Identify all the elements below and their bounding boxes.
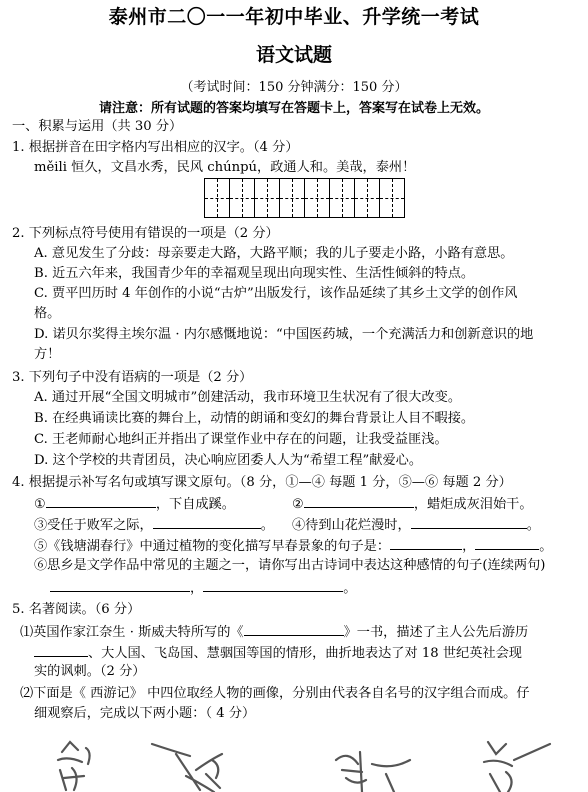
answer-blank[interactable] — [50, 577, 190, 592]
notice: 请注意：所有试题的答案均填写在答题卡上，答案写在试卷上无效。 — [98, 101, 489, 116]
q4-item-6-answer — [50, 577, 356, 599]
q1-stem: 1. 根据拼音在田字格内写出相应的汉字。（4 分） — [12, 140, 299, 155]
q5-part-2-b: 细观察后，完成以下两小题：（ 4 分） — [34, 706, 256, 721]
figure-4 — [484, 742, 550, 792]
paper-title: 泰州市二〇一一年初中毕业、升学统一考试 — [108, 6, 480, 28]
q2-stem: 2. 下列标点符号使用有错误的一项是（2 分） — [12, 226, 279, 241]
figure-2 — [152, 744, 222, 792]
q4-item-4 — [292, 514, 540, 536]
q2-option-c: C. 贾平凹历时 4 年创作的小说“古炉”出版发行，该作品延续了其乡土文学的创作风 — [34, 286, 518, 301]
q2-option-a: A. 意见发生了分歧：母亲要走大路，大路平顺；我的儿子要走小路，小路有意思。 — [34, 246, 514, 261]
q4-item-5-post: 。 — [539, 539, 553, 554]
q4-item-5-mid: ， — [462, 539, 476, 554]
q4-item-1-post: ，下自成蹊。 — [155, 497, 235, 512]
q3-stem: 3. 下列句子中没有语病的一项是（2 分） — [12, 370, 253, 385]
q4-item-3 — [34, 514, 274, 536]
q5-part-1-a: ⑴英国作家江奈生 · 斯威夫特所写的《 — [20, 625, 244, 640]
q1-text: měili 恒久，文昌水秀，民风 chúnpú，政通人和。美哉，泰州！ — [34, 160, 416, 175]
q3-option-a: A. 通过开展“全国文明城市”创建活动，我市环境卫生状况有了很大改变。 — [34, 390, 462, 405]
q4-item-2-pre: ② — [292, 497, 304, 512]
q5-part-1-line-1 — [20, 621, 528, 643]
q5-part-2-a: ⑵下面是《 西游记》 中四位取经人物的画像，分别由代表各自名号的汉字组合而成。仔 — [20, 686, 530, 701]
q4-item-3-pre: ③受任于败军之际， — [34, 518, 153, 533]
character-figures — [0, 730, 588, 792]
q4-item-6-post: 。 — [343, 581, 357, 596]
grid-cell[interactable] — [304, 178, 330, 218]
subject-title: 语文试题 — [255, 44, 332, 66]
answer-blank[interactable] — [46, 493, 156, 508]
grid-cell[interactable] — [279, 178, 305, 218]
answer-blank[interactable] — [304, 493, 414, 508]
q4-item-1-pre: ① — [34, 497, 46, 512]
q4-item-6-mid: ， — [190, 581, 204, 596]
q4-item-2-post: ，蜡炬成灰泪始干。 — [413, 497, 533, 512]
q5-part-1-c: 、大人国、飞岛国、慧骃国等国的情形，曲折地表达了对 18 世纪英社会现 — [88, 646, 522, 661]
q4-item-5 — [34, 535, 552, 557]
figure-1 — [58, 742, 90, 790]
q3-option-c: C. 王老师耐心地纠正并指出了课堂作业中存在的问题，让我受益匪浅。 — [34, 432, 448, 447]
q4-item-2 — [292, 493, 533, 515]
answer-blank[interactable] — [411, 514, 527, 529]
answer-blank[interactable] — [475, 535, 539, 550]
grid-cell[interactable] — [379, 178, 405, 218]
q4-item-3-post: 。 — [260, 518, 274, 533]
answer-blank[interactable] — [34, 642, 88, 657]
q2-option-b: B. 近五六年来，我国青少年的幸福观呈现出向现实性、生活性倾斜的特点。 — [34, 266, 475, 281]
exam-info: （考试时间：150 分钟满分：150 分） — [180, 80, 408, 95]
q5-part-1-d: 实的讽刺。（2 分） — [34, 664, 146, 679]
q5-part-1-b: 》一书，描述了主人公先后游历 — [343, 625, 529, 640]
grid-cell[interactable] — [229, 178, 255, 218]
grid-cell[interactable] — [354, 178, 380, 218]
q5-part-1-line-2 — [34, 642, 522, 664]
answer-blank[interactable] — [390, 535, 462, 550]
answer-blank[interactable] — [153, 514, 261, 529]
grid-cell[interactable] — [204, 178, 230, 218]
grid-cell[interactable] — [254, 178, 280, 218]
q2-option-d-cont: 方！ — [34, 347, 61, 362]
q4-item-6: ⑥思乡是文学作品中常见的主题之一，请你写出古诗词中表达这种感情的句子(连续两句) — [34, 558, 546, 573]
section-heading: 一、积累与运用（共 30 分） — [12, 119, 183, 134]
q4-item-1 — [34, 493, 235, 515]
tianzige-grid[interactable] — [205, 178, 405, 218]
q4-item-4-pre: ④待到山花烂漫时， — [292, 518, 411, 533]
answer-blank[interactable] — [244, 621, 344, 636]
answer-blank[interactable] — [203, 577, 343, 592]
q3-option-b: B. 在经典诵读比赛的舞台上，动情的朗诵和变幻的舞台背景让人目不暇接。 — [34, 411, 475, 426]
q2-option-c-cont: 格。 — [34, 306, 61, 321]
grid-cell[interactable] — [329, 178, 355, 218]
figure-3 — [336, 752, 410, 792]
q2-option-d: D. 诺贝尔奖得主埃尔温 · 内尔感慨地说：“中国医药城，一个充满活力和创新意识的地 — [34, 327, 534, 342]
q5-stem: 5. 名著阅读。（6 分） — [12, 602, 141, 617]
q3-option-d: D. 这个学校的共青团员，决心响应团委人人为“希望工程”献爱心。 — [34, 453, 423, 468]
q4-stem: 4. 根据提示补写名句或填写课文原句。（8 分，①—④ 每题 1 分，⑤—⑥ 每题 2 分） — [12, 475, 512, 490]
q4-item-4-post: 。 — [526, 518, 540, 533]
q4-item-5-pre: ⑤《钱塘湖春行》中通过植物的变化描写早春景象的句子是： — [34, 539, 391, 554]
